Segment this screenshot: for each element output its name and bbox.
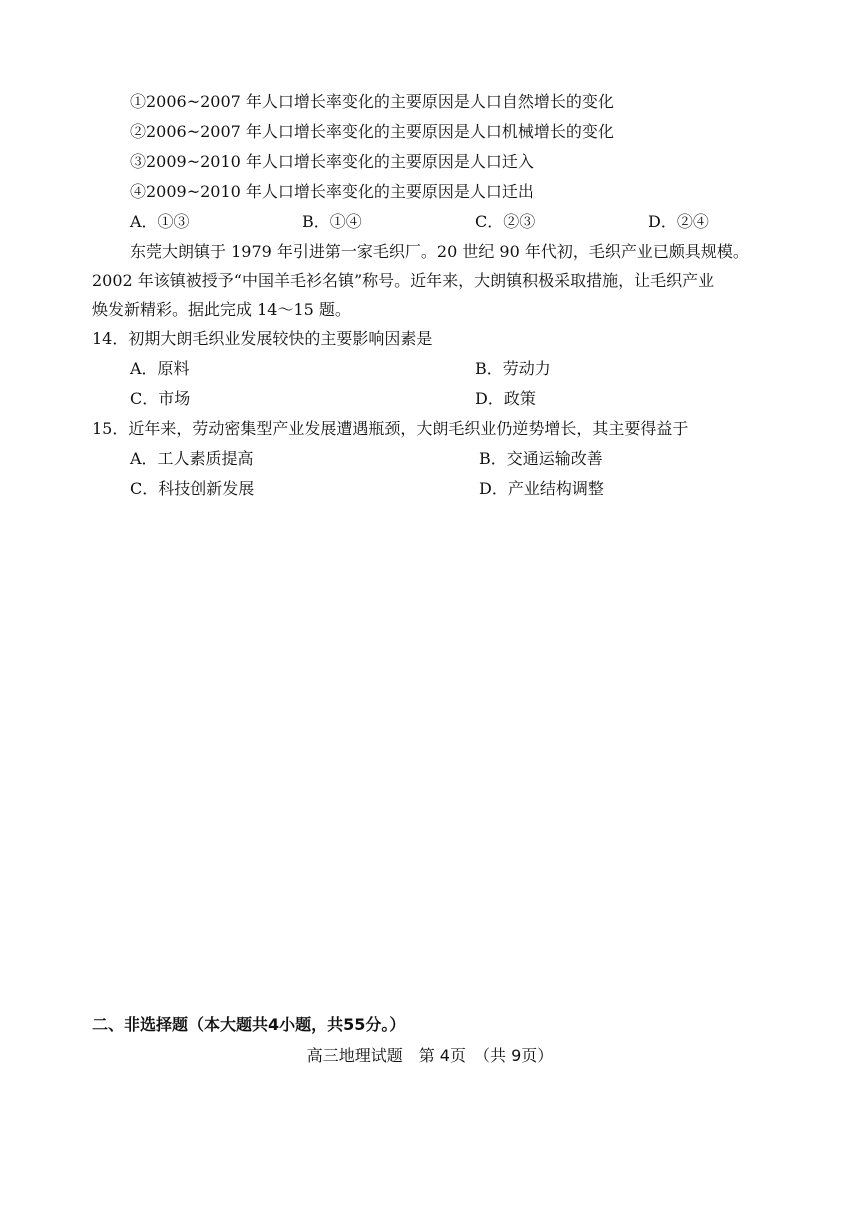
q13-option-c: C．②③ [475,212,536,231]
q13-option-d: D．②④ [648,212,709,231]
page-footer: 高三地理试题 第 4页 （共 9页） [306,1046,554,1065]
q14-option-b: B．劳动力 [475,359,551,378]
section-heading: 二、非选择题（本大题共4小题，共55分。） [92,1015,406,1034]
q14-option-c: C．市场 [130,389,191,408]
q14-stem: 14．初期大朗毛织业发展较快的主要影响因素是 [92,329,433,348]
q15-stem: 15．近年来，劳动密集型产业发展遭遇瓶颈，大朗毛织业仍逆势增长，其主要得益于 [92,419,689,438]
q14-option-a: A．原料 [130,359,190,378]
q15-option-c: C．科技创新发展 [130,479,255,498]
q15-option-b: B．交通运输改善 [479,449,603,468]
q13-option-a: A．①③ [130,212,190,231]
passage-line-2: 2002 年该镇被授予“中国羊毛衫名镇”称号。近年来，大朗镇积极采取措施，让毛织产业 [92,271,715,290]
q13-option-b: B．①④ [302,212,362,231]
passage-line-3: 焕发新精彩。据此完成 14～15 题。 [92,300,351,319]
statement-3: ③2009~2010 年人口增长率变化的主要原因是人口迁入 [130,152,534,171]
q15-option-d: D．产业结构调整 [479,479,604,498]
statement-4: ④2009~2010 年人口增长率变化的主要原因是人口迁出 [130,182,534,201]
q14-option-d: D．政策 [475,389,536,408]
statement-1: ①2006~2007 年人口增长率变化的主要原因是人口自然增长的变化 [130,92,614,111]
passage-line-1: 东莞大朗镇于 1979 年引进第一家毛织厂。20 世纪 90 年代初，毛织产业已颇具规模。 [130,242,749,261]
statement-2: ②2006~2007 年人口增长率变化的主要原因是人口机械增长的变化 [130,122,614,141]
q15-option-a: A．工人素质提高 [130,449,254,468]
